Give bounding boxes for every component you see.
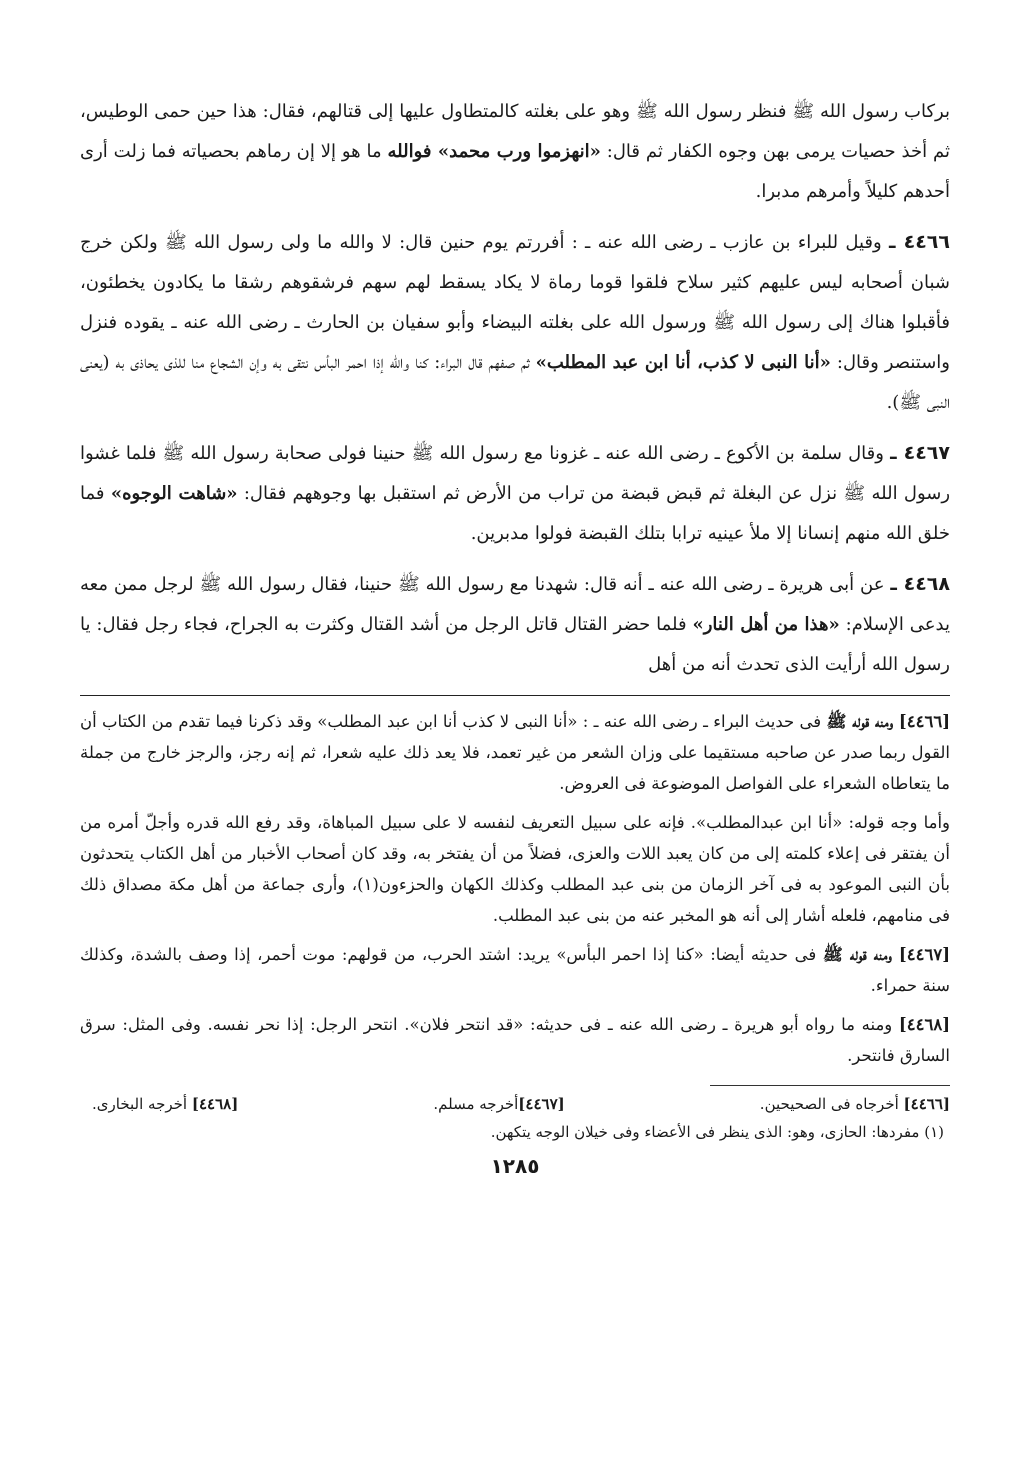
footnote-sources-row [80,1090,950,1118]
commentary-ref: [٤٤٦٨] [898,1015,950,1034]
section-divider [80,695,950,696]
hadith-number: ٤٤٦٨ ـ [890,573,950,595]
hadith-text: عن أبى هريرة ـ رضى الله عنه ـ أنه قال: شهدنا مع رسول الله ﷺ حنينا، فقال رسول الله ﷺ لرجل ممن معه يدعى الإسلام: [80,574,950,635]
paragraph-continuation [80,92,950,212]
commentary-4467 [80,939,950,1001]
commentary-text: وأما وجه قوله: «أنا ابن عبدالمطلب». فإنه على سبيل التعريف لنفسه لا على سبيل المباهاة، وقد رفع الله قدره وأجلّ أمره من أن يفتقر فى إعلاء كلمته إلى من كان يعبد اللات والعزى، فضلاً من أن يفتخر به، وقد كان أصحاب الأخبار من أهل الكتاب يتحدثون بأن النبى الموعود به فى آخر الزمان من بنى عبد المطلب وكذلك الكهان والحزءون(١)، وأرى جماعة من أهل مكة مصداق ذلك فى منامهم، فلعله أشار إلى أنه هو المخبر عنه من بنى عبد المطلب. [80,813,950,925]
commentary-text: فى حديث البراء ـ رضى الله عنه ـ : «أنا النبى لا كذب أنا ابن عبد المطلب» وقد ذكرنا فيما تقدم من الكتاب أن القول ربما صدر عن صاحبه مستقيما على وزان الشعر من غير تعمد، فلا يعد ذلك عليه شعرا، ثم إنه رجز، والرجز خارج من جملة ما يتعاطاه الشعراء على الفواصل الموضوعة فى العروض. [80,712,950,793]
hadith-text: وقيل للبراء بن عازب ـ رضى الله عنه ـ : أفررتم يوم حنين قال: لا والله ما ولى رسول الله ﷺ ولكن خرج شبان أصحابه ليس عليهم كثير سلاح فلقوا قوما رماة لا يكاد يسقط لهم سهم فرشقوهم رشقا ما يكادون يخطئون، فأقبلوا هناك إلى رسول الله ﷺ ورسول الله على بغلته البيضاء وأبو سفيان بن الحارث ـ رضى الله عنه ـ يقوده فنزل واستنصر وقال: [80,232,950,373]
hadith-4468 [80,564,950,685]
hadith-text: ثم صفهم قال البراء: كنا والله إذا احمر البأس نتقى به وإن الشجاع منا للذى يحاذى به (يعنى النبى ﷺ). [80,352,950,413]
commentary-text: فى حديثه أيضا: «كنا إذا احمر البأس» يريد: اشتد الحرب، من قولهم: موت أحمر، إذا وصف بالشدة، وكذلك سنة حمراء. [80,945,950,995]
paragraph-text: ما هو إلا إن رماهم بحصياته فما زلت أرى أحدهم كليلاً وأمرهم مدبرا. [80,141,950,202]
footnote-4468: [٤٤٦٨] أخرجه البخارى. [92,1095,239,1113]
book-page [80,92,950,1473]
footnote-divider [710,1085,950,1086]
commentary-section [80,706,950,1071]
prophet-quote: «شاهت الوجوه» [110,483,238,504]
commentary-4466 [80,706,950,799]
commentary-4466-continued [80,807,950,931]
commentary-ref: [٤٤٦٦] ومنه قوله ﷺ [826,712,951,731]
hadith-main-text [80,92,950,685]
paragraph-text: بركاب رسول الله ﷺ فنظر رسول الله ﷺ وهو على بغلته كالمتطاول عليها إلى قتالهم، فقال: هذا حين حمى الوطيس، ثم أخذ حصيات يرمى بهن وجوه الكفار ثم قال: [80,101,950,162]
commentary-4468 [80,1009,950,1071]
prophet-quote: «هذا من أهل النار» [692,614,840,635]
prophet-quote: «انهزموا ورب محمد» فوالله [387,141,601,162]
hadith-text: فما خلق الله منهم إنسانا إلا ملأ عينيه ترابا بتلك القبضة فولوا مدبرين. [80,483,950,544]
hadith-text: وقال سلمة بن الأكوع ـ رضى الله عنه ـ غزونا مع رسول الله ﷺ حنينا فولى صحابة رسول الله ﷺ فلما غشوا رسول الله ﷺ نزل عن البغلة ثم قبض قبضة من تراب من الأرض ثم استقبل بها وجوههم فقال: [80,443,951,504]
commentary-ref: [٤٤٦٧] ومنه قوله ﷺ [822,945,950,964]
commentary-text: ومنه ما رواه أبو هريرة ـ رضى الله عنه ـ فى حديثه: «قد انتحر فلان». انتحر الرجل: إذا نحر نفسه. وفى المثل: سرق السارق فانتحر. [80,1015,950,1065]
hadith-number: ٤٤٦٦ ـ [888,231,950,253]
footnote-4466: [٤٤٦٦] أخرجاه فى الصحيحين. [759,1095,950,1113]
hadith-number: ٤٤٦٧ ـ [890,442,950,464]
hadith-4467 [80,433,950,554]
page-number: ١٢٨٥ [490,1154,540,1178]
footnote-4467: [٤٤٦٧]أخرجه مسلم. [433,1095,565,1113]
hadith-text: فلما حضر القتال قاتل الرجل من أشد القتال وكثرت به الجراح، فجاء رجل فقال: يا رسول الله أرأيت الذى تحدث أنه من أهل [80,614,950,675]
hadith-4466 [80,222,950,423]
footnotes [80,1085,950,1146]
footnote-note-1: (١) مفردها: الحازى، وهو: الذى ينظر فى الأعضاء وفى خيلان الوجه يتكهن. [490,1123,944,1141]
prophet-quote: «أنا النبى لا كذب، أنا ابن عبد المطلب» [535,352,831,373]
